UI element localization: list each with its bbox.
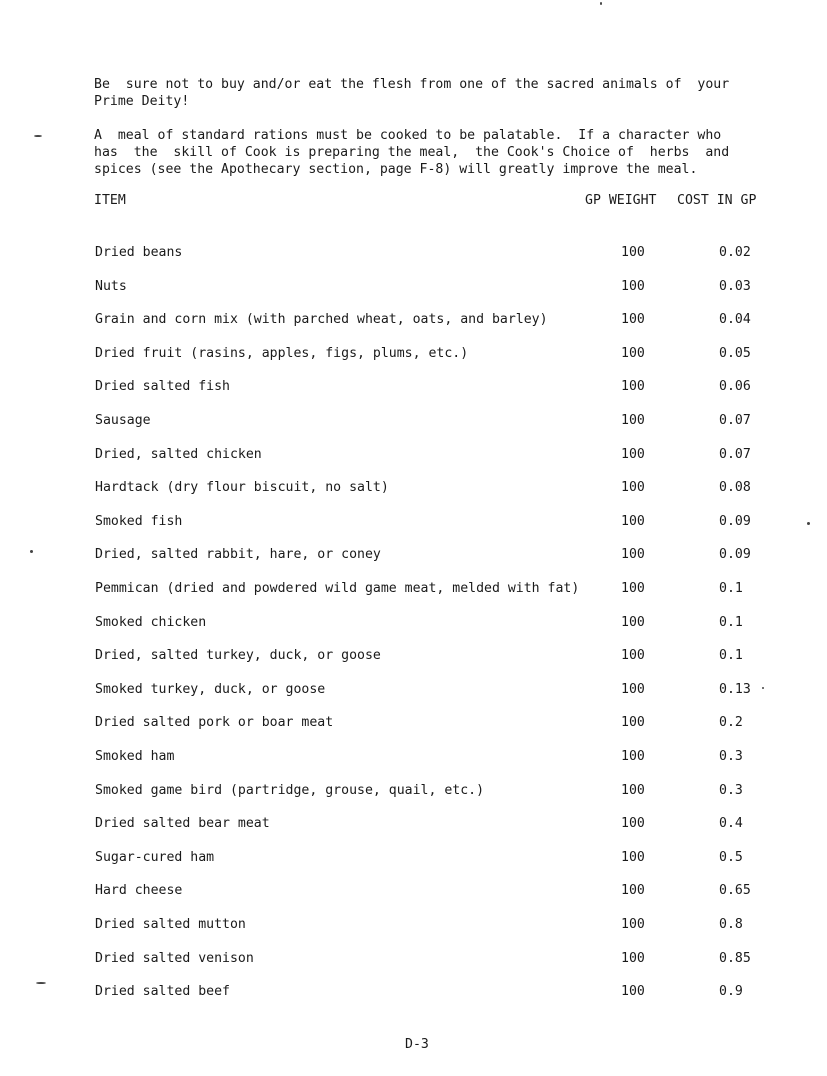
table-row: [0, 310, 827, 330]
row-cost: 0.03: [719, 279, 751, 294]
table-row: [0, 747, 827, 767]
row-weight: 100: [621, 883, 645, 898]
table-row: [0, 277, 827, 297]
row-cost: 0.8: [719, 917, 743, 932]
table-row: [0, 982, 827, 1002]
row-weight: 100: [621, 346, 645, 361]
row-item: Pemmican (dried and powdered wild game meat, melded with fat): [95, 581, 580, 596]
row-item: Dried salted pork or boar meat: [95, 715, 334, 730]
row-item: Dried, salted turkey, duck, or goose: [95, 648, 381, 663]
row-item: Dried salted fish: [95, 379, 230, 394]
row-weight: 100: [621, 413, 645, 428]
row-weight: 100: [621, 547, 645, 562]
table-row: [0, 243, 827, 263]
page-number: D-3: [405, 1037, 429, 1052]
intro-line-5: spices (see the Apothecary section, page F-8) will greatly improve the meal.: [94, 162, 698, 177]
row-cost: 0.1: [719, 648, 743, 663]
row-item: Dried salted mutton: [95, 917, 246, 932]
row-cost: 0.3: [719, 749, 743, 764]
table-row: [0, 680, 827, 700]
row-weight: 100: [621, 850, 645, 865]
row-item: Dried, salted chicken: [95, 447, 262, 462]
row-cost: 0.5: [719, 850, 743, 865]
table-row: [0, 445, 827, 465]
row-item: Dried salted venison: [95, 951, 254, 966]
row-weight: 100: [621, 749, 645, 764]
column-header-cost: COST IN GP: [677, 193, 757, 208]
row-weight: 100: [621, 951, 645, 966]
row-cost: 0.09: [719, 514, 751, 529]
intro-line-2: Prime Deity!: [94, 94, 190, 109]
row-item: Smoked fish: [95, 514, 183, 529]
table-row: [0, 613, 827, 633]
row-item: Dried salted bear meat: [95, 816, 270, 831]
table-row: [0, 713, 827, 733]
table-row: [0, 512, 827, 532]
table-row: [0, 781, 827, 801]
row-item: Smoked ham: [95, 749, 175, 764]
table-row: [0, 881, 827, 901]
row-item: Smoked game bird (partridge, grouse, quail, etc.): [95, 783, 485, 798]
row-cost: 0.85: [719, 951, 751, 966]
table-row: [0, 411, 827, 431]
sacred-animals-note: [94, 76, 774, 110]
scan-speck: [36, 982, 46, 984]
row-item: Nuts: [95, 279, 127, 294]
table-row: [0, 579, 827, 599]
row-weight: 100: [621, 514, 645, 529]
row-item: Smoked chicken: [95, 615, 207, 630]
cooking-note: [94, 127, 774, 178]
row-weight: 100: [621, 447, 645, 462]
row-weight: 100: [621, 480, 645, 495]
table-row: [0, 949, 827, 969]
column-header-item: ITEM: [94, 193, 126, 208]
intro-line-1: Be sure not to buy and/or eat the flesh from one of the sacred animals of your: [94, 77, 730, 92]
table-row: [0, 344, 827, 364]
row-weight: 100: [621, 379, 645, 394]
table-row: [0, 478, 827, 498]
table-row: [0, 848, 827, 868]
row-cost: 0.13: [719, 682, 751, 697]
row-item: Dried fruit (rasins, apples, figs, plums, etc.): [95, 346, 469, 361]
row-weight: 100: [621, 648, 645, 663]
row-weight: 100: [621, 984, 645, 999]
row-cost: 0.07: [719, 413, 751, 428]
row-cost: 0.08: [719, 480, 751, 495]
row-item: Dried, salted rabbit, hare, or coney: [95, 547, 381, 562]
table-row: [0, 545, 827, 565]
scan-speck: [807, 522, 810, 525]
table-row: [0, 915, 827, 935]
row-weight: 100: [621, 816, 645, 831]
row-weight: 100: [621, 279, 645, 294]
row-weight: 100: [621, 682, 645, 697]
scan-speck: [762, 687, 764, 689]
row-item: Sugar-cured ham: [95, 850, 215, 865]
row-weight: 100: [621, 715, 645, 730]
row-cost: 0.65: [719, 883, 751, 898]
row-cost: 0.06: [719, 379, 751, 394]
intro-line-3: A meal of standard rations must be cooked to be palatable. If a character who: [94, 128, 722, 143]
row-weight: 100: [621, 312, 645, 327]
row-item: Grain and corn mix (with parched wheat, oats, and barley): [95, 312, 548, 327]
row-item: Hardtack (dry flour biscuit, no salt): [95, 480, 389, 495]
row-cost: 0.4: [719, 816, 743, 831]
table-row: [0, 377, 827, 397]
row-item: Smoked turkey, duck, or goose: [95, 682, 326, 697]
row-cost: 0.05: [719, 346, 751, 361]
row-cost: 0.1: [719, 581, 743, 596]
row-weight: 100: [621, 615, 645, 630]
row-weight: 100: [621, 917, 645, 932]
table-row: [0, 814, 827, 834]
scan-speck: [30, 550, 33, 553]
row-weight: 100: [621, 245, 645, 260]
row-item: Dried salted beef: [95, 984, 230, 999]
column-header-weight: GP WEIGHT: [585, 193, 657, 208]
row-item: Sausage: [95, 413, 151, 428]
row-cost: 0.09: [719, 547, 751, 562]
row-cost: 0.02: [719, 245, 751, 260]
row-weight: 100: [621, 581, 645, 596]
scan-speck: [600, 2, 602, 5]
row-cost: 0.3: [719, 783, 743, 798]
intro-line-4: has the skill of Cook is preparing the meal, the Cook's Choice of herbs and: [94, 145, 730, 160]
row-cost: 0.2: [719, 715, 743, 730]
row-cost: 0.1: [719, 615, 743, 630]
row-cost: 0.9: [719, 984, 743, 999]
row-weight: 100: [621, 783, 645, 798]
row-cost: 0.07: [719, 447, 751, 462]
row-item: Dried beans: [95, 245, 183, 260]
table-row: [0, 646, 827, 666]
row-item: Hard cheese: [95, 883, 183, 898]
scan-speck: [34, 135, 42, 137]
row-cost: 0.04: [719, 312, 751, 327]
